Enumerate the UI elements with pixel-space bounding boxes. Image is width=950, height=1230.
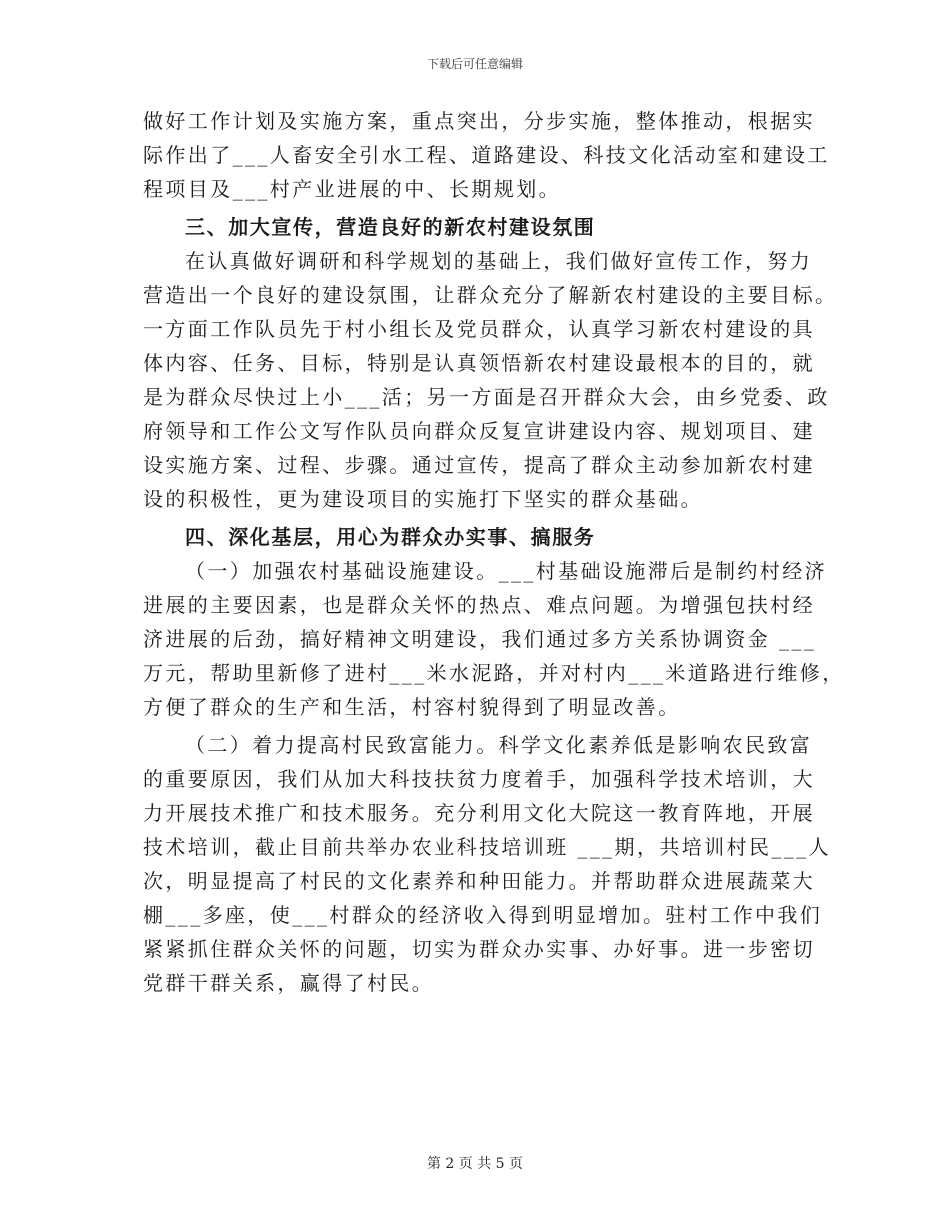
page-header: 下载后可任意编辑	[426, 57, 523, 71]
body-line: 是为群众尽快过上小___活；另一方面是召开群众大会，由乡党委、政	[143, 385, 830, 409]
body-line: 党群干群关系，赢得了村民。	[143, 971, 435, 995]
body-line: （二）着力提高村民致富能力。科学文化素养低是影响农民致富	[185, 733, 813, 757]
body-line: 力开展技术推广和技术服务。充分利用文化大院这一教育阵地，开展	[143, 801, 815, 825]
body-line: 设实施方案、过程、步骤。通过宣传，提高了群众主动参加新农村建	[143, 453, 815, 477]
body-line: 程项目及___村产业进展的中、长期规划。	[143, 177, 561, 201]
section-heading: 四、深化基层，用心为群众办实事、搞服务	[185, 525, 596, 549]
body-line: 技术培训，截止目前共举办农业科技培训班 ___期，共培训村民___人	[143, 835, 831, 859]
body-line: 次，明显提高了村民的文化素养和种田能力。并帮助群众进展蔬菜大	[143, 869, 815, 893]
document-body	[143, 104, 845, 1000]
body-line: 棚___多座，使___村群众的经济收入得到明显增加。驻村工作中我们	[143, 903, 823, 927]
body-line: 方便了群众的生产和生活，村容村貌得到了明显改善。	[143, 695, 681, 719]
body-line: 一方面工作队员先于村小组长及党员群众，认真学习新农村建设的具	[143, 317, 815, 341]
body-line: 进展的主要因素，也是群众关怀的热点、难点问题。为增强包扶村经	[143, 593, 815, 617]
page-footer: 第 2 页 共 5 页	[426, 1156, 524, 1172]
body-line: （一）加强农村基础设施建设。___村基础设施滞后是制约村经济	[185, 559, 827, 583]
body-line: 紧紧抓住群众关怀的问题，切实为群众办实事、办好事。进一步密切	[143, 937, 815, 961]
body-line: 府领导和工作公文写作队员向群众反复宣讲建设内容、规划项目、建	[143, 419, 815, 443]
body-line: 体内容、任务、目标，特别是认真领悟新农村建设最根本的目的，就	[143, 351, 815, 375]
body-line: 设的积极性，更为建设项目的实施打下坚实的群众基础。	[143, 487, 703, 511]
body-line: 济进展的后劲，搞好精神文明建设，我们通过多方关系协调资金 ___	[143, 627, 817, 651]
body-line: 在认真做好调研和科学规划的基础上，我们做好宣传工作，努力	[185, 249, 813, 273]
section-heading: 三、加大宣传，营造良好的新农村建设氛围	[185, 215, 596, 239]
body-line: 际作出了___人畜安全引水工程、道路建设、科技文化活动室和建设工	[143, 143, 830, 167]
body-line: 万元，帮助里新修了进村___米水泥路，并对村内___米道路进行维修，	[143, 661, 845, 685]
body-line: 营造出一个良好的建设氛围，让群众充分了解新农村建设的主要目标。	[143, 283, 838, 307]
body-line: 做好工作计划及实施方案，重点突出，分步实施，整体推动，根据实	[143, 109, 815, 133]
body-line: 的重要原因，我们从加大科技扶贫力度着手，加强科学技术培训，大	[143, 767, 815, 791]
